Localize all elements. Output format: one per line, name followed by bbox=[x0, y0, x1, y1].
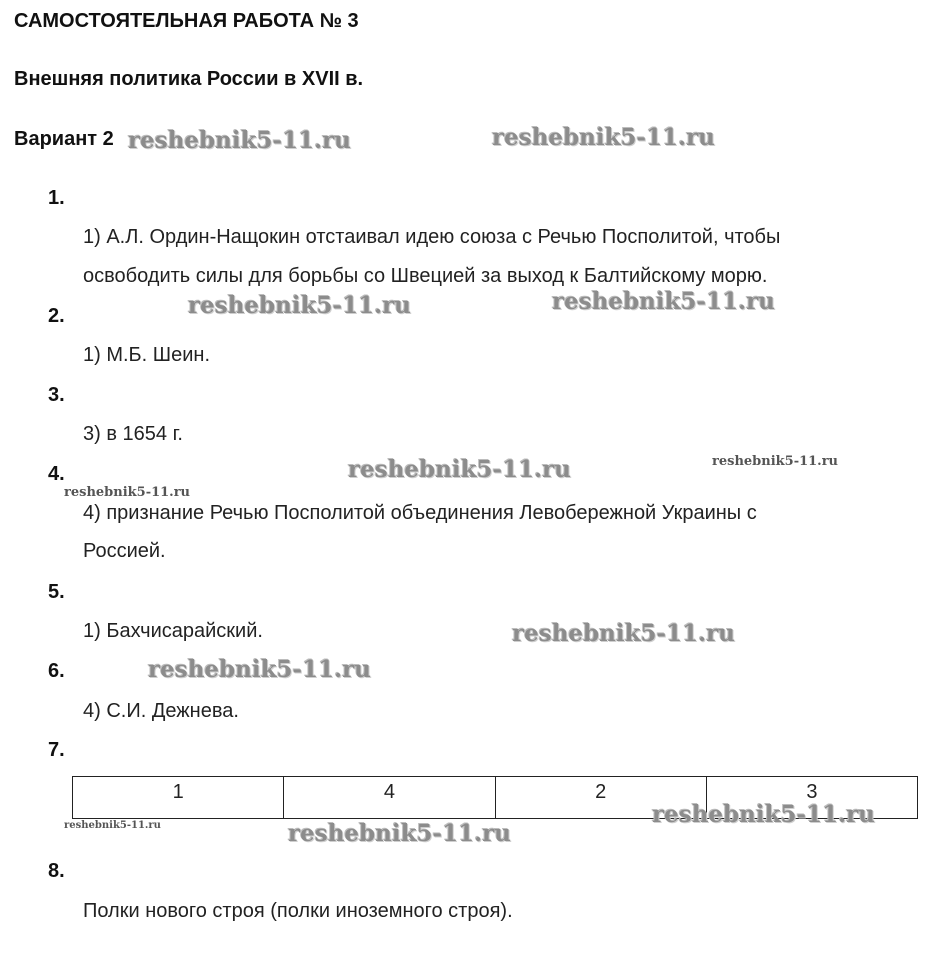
table-cell-3: 2 bbox=[495, 777, 706, 819]
question-number-3: 3. bbox=[48, 384, 65, 406]
watermark: reshebnik5-11.ru bbox=[128, 127, 351, 154]
table-cell-2: 4 bbox=[284, 777, 495, 819]
watermark: reshebnik5-11.ru bbox=[188, 292, 411, 319]
answer-1-line-2: освободить силы для борьбы со Швецией за выход к Балтийскому морю. bbox=[83, 265, 768, 287]
answer-1-line-1: 1) А.Л. Ордин-Нащокин отстаивал идею союза с Речью Посполитой, чтобы bbox=[83, 226, 781, 248]
page-subtitle: Внешняя политика России в XVII в. bbox=[14, 68, 364, 90]
question-number-1: 1. bbox=[48, 187, 65, 209]
watermark: reshebnik5-11.ru bbox=[552, 288, 775, 315]
watermark: reshebnik5-11.ru bbox=[64, 820, 161, 831]
answer-5: 1) Бахчисарайский. bbox=[83, 620, 263, 642]
watermark: reshebnik5-11.ru bbox=[492, 124, 715, 151]
watermark: reshebnik5-11.ru bbox=[288, 820, 511, 847]
question-number-7: 7. bbox=[48, 739, 65, 761]
watermark: reshebnik5-11.ru bbox=[652, 801, 875, 828]
answer-4-line-1: 4) признание Речью Посполитой объединения Левобережной Украины с bbox=[83, 502, 757, 524]
answer-4-line-2: Россией. bbox=[83, 540, 166, 562]
question-number-2: 2. bbox=[48, 305, 65, 327]
variant-label: Вариант 2 bbox=[14, 128, 114, 150]
watermark: reshebnik5-11.ru bbox=[712, 454, 839, 469]
question-number-5: 5. bbox=[48, 581, 65, 603]
watermark: reshebnik5-11.ru bbox=[148, 656, 371, 683]
answer-3: 3) в 1654 г. bbox=[83, 423, 183, 445]
page-title: САМОСТОЯТЕЛЬНАЯ РАБОТА № 3 bbox=[14, 10, 359, 32]
answer-2: 1) М.Б. Шеин. bbox=[83, 344, 211, 366]
answer-8: Полки нового строя (полки иноземного строя). bbox=[83, 900, 513, 922]
table-cell-1: 1 bbox=[73, 777, 284, 819]
watermark: reshebnik5-11.ru bbox=[64, 485, 191, 500]
question-number-8: 8. bbox=[48, 860, 65, 882]
table-cell-4: 3 bbox=[706, 777, 917, 819]
question-number-6: 6. bbox=[48, 660, 65, 682]
watermark: reshebnik5-11.ru bbox=[512, 620, 735, 647]
question-number-4: 4. bbox=[48, 463, 65, 485]
answer-6: 4) С.И. Дежнева. bbox=[83, 700, 239, 722]
watermark: reshebnik5-11.ru bbox=[348, 456, 571, 483]
